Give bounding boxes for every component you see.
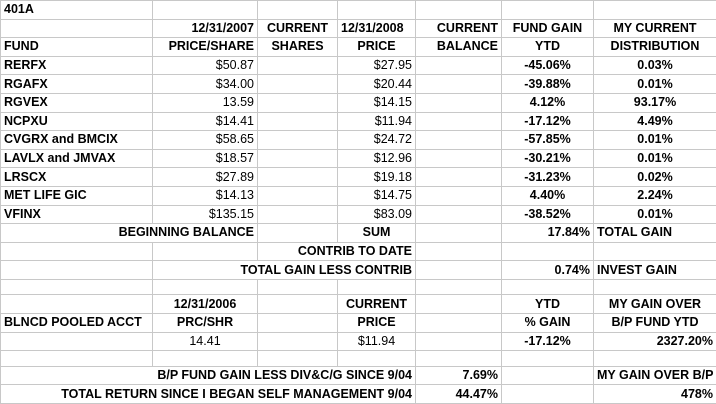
- sum-label[interactable]: SUM: [338, 224, 416, 243]
- fund-name[interactable]: VFINX: [1, 205, 153, 224]
- bp-fund-gain-label[interactable]: B/P FUND GAIN LESS DIV&C/G SINCE 9/04: [1, 366, 416, 385]
- fund-price-2007[interactable]: $14.13: [153, 186, 258, 205]
- fund-gain-ytd[interactable]: -38.52%: [502, 205, 594, 224]
- cell-empty[interactable]: [594, 279, 716, 295]
- fund-distribution[interactable]: 4.49%: [594, 112, 716, 131]
- fund-row: [1, 205, 716, 224]
- beginning-balance-label[interactable]: BEGINNING BALANCE: [1, 224, 258, 243]
- cell-empty[interactable]: [594, 351, 716, 367]
- sheet-title[interactable]: 401A: [1, 1, 153, 20]
- cell-empty[interactable]: [1, 332, 153, 351]
- cell-empty[interactable]: [502, 242, 594, 261]
- footer-row-bp: [1, 366, 716, 385]
- fund-shares[interactable]: [258, 186, 338, 205]
- header-price[interactable]: PRICE: [338, 38, 416, 57]
- fund-balance[interactable]: [416, 168, 502, 187]
- title-row: [1, 1, 716, 20]
- cell-empty[interactable]: [594, 1, 716, 20]
- fund-name[interactable]: LAVLX and JMVAX: [1, 149, 153, 168]
- fund-price-2007[interactable]: $34.00: [153, 75, 258, 94]
- cell-empty[interactable]: [1, 242, 153, 261]
- cell-empty[interactable]: [502, 366, 594, 385]
- pooled-data-row: [1, 332, 716, 351]
- cell-empty[interactable]: [416, 314, 502, 333]
- cell-empty[interactable]: [1, 279, 153, 295]
- fund-name[interactable]: LRSCX: [1, 168, 153, 187]
- cell-empty[interactable]: [153, 242, 258, 261]
- pooled-header-current[interactable]: CURRENT: [338, 295, 416, 314]
- pooled-header-pct-gain[interactable]: % GAIN: [502, 314, 594, 333]
- fund-distribution[interactable]: 0.02%: [594, 168, 716, 187]
- fund-distribution[interactable]: 0.03%: [594, 56, 716, 75]
- fund-gain-ytd[interactable]: 4.12%: [502, 93, 594, 112]
- fund-price-2007[interactable]: $135.15: [153, 205, 258, 224]
- fund-price-current[interactable]: $19.18: [338, 168, 416, 187]
- cell-empty[interactable]: [338, 1, 416, 20]
- my-gain-over-bp-label[interactable]: MY GAIN OVER B/P: [594, 366, 716, 385]
- footer-row-total-return: [1, 385, 716, 404]
- fund-gain-ytd[interactable]: -45.06%: [502, 56, 594, 75]
- total-return-value[interactable]: 44.47%: [416, 385, 502, 404]
- fund-name[interactable]: RERFX: [1, 56, 153, 75]
- header-balance[interactable]: BALANCE: [416, 38, 502, 57]
- cell-empty[interactable]: [416, 242, 502, 261]
- cell-empty[interactable]: [416, 224, 502, 243]
- fund-gain-ytd[interactable]: -30.21%: [502, 149, 594, 168]
- blank-row: [1, 351, 716, 367]
- fund-price-current[interactable]: $24.72: [338, 131, 416, 150]
- header-current-shares[interactable]: CURRENT: [258, 19, 338, 38]
- fund-price-2007[interactable]: $18.57: [153, 149, 258, 168]
- header-row-1: [1, 19, 716, 38]
- cell-empty[interactable]: [258, 351, 338, 367]
- pooled-price-current[interactable]: $11.94: [338, 332, 416, 351]
- header-price-share[interactable]: PRICE/SHARE: [153, 38, 258, 57]
- header-current-balance[interactable]: CURRENT: [416, 19, 502, 38]
- fund-price-current[interactable]: $14.15: [338, 93, 416, 112]
- fund-balance[interactable]: [416, 149, 502, 168]
- cell-empty[interactable]: [258, 295, 338, 314]
- fund-price-current[interactable]: $83.09: [338, 205, 416, 224]
- fund-balance[interactable]: [416, 56, 502, 75]
- cell-empty[interactable]: [258, 332, 338, 351]
- fund-distribution[interactable]: 2.24%: [594, 186, 716, 205]
- cell-empty[interactable]: [153, 351, 258, 367]
- fund-balance[interactable]: [416, 205, 502, 224]
- fund-row: [1, 131, 716, 150]
- fund-price-current[interactable]: $27.95: [338, 56, 416, 75]
- pooled-header-price[interactable]: PRICE: [338, 314, 416, 333]
- fund-name[interactable]: RGVEX: [1, 93, 153, 112]
- pooled-prc-2006[interactable]: 14.41: [153, 332, 258, 351]
- fund-distribution[interactable]: 0.01%: [594, 205, 716, 224]
- total-gain-less-contrib-label[interactable]: TOTAL GAIN LESS CONTRIB: [153, 261, 416, 280]
- pooled-pct-gain[interactable]: -17.12%: [502, 332, 594, 351]
- cell-empty[interactable]: [1, 261, 153, 280]
- fund-price-2007[interactable]: 13.59: [153, 93, 258, 112]
- fund-gain-ytd[interactable]: -57.85%: [502, 131, 594, 150]
- total-return-label[interactable]: TOTAL RETURN SINCE I BEGAN SELF MANAGEMENT 9/04: [1, 385, 416, 404]
- total-gain-label[interactable]: TOTAL GAIN: [594, 224, 716, 243]
- header-fund[interactable]: FUND: [1, 38, 153, 57]
- pooled-header-row-1: [1, 295, 716, 314]
- fund-shares[interactable]: [258, 56, 338, 75]
- header-ytd[interactable]: YTD: [502, 38, 594, 57]
- fund-shares[interactable]: [258, 168, 338, 187]
- fund-balance[interactable]: [416, 112, 502, 131]
- fund-price-2007[interactable]: $58.65: [153, 131, 258, 150]
- fund-gain-ytd[interactable]: -39.88%: [502, 75, 594, 94]
- cell-empty[interactable]: [416, 351, 502, 367]
- fund-shares[interactable]: [258, 131, 338, 150]
- fund-price-current[interactable]: $14.75: [338, 186, 416, 205]
- pooled-my-gain[interactable]: 2327.20%: [594, 332, 716, 351]
- fund-price-current[interactable]: $20.44: [338, 75, 416, 94]
- contrib-to-date-label[interactable]: CONTRIB TO DATE: [258, 242, 416, 261]
- fund-shares[interactable]: [258, 93, 338, 112]
- cell-empty[interactable]: [153, 279, 258, 295]
- summary-row-contrib: [1, 242, 716, 261]
- cell-empty[interactable]: [594, 242, 716, 261]
- header-shares[interactable]: SHARES: [258, 38, 338, 57]
- fund-row: [1, 75, 716, 94]
- pooled-account-name[interactable]: BLNCD POOLED ACCT: [1, 314, 153, 333]
- pooled-header-ytd[interactable]: YTD: [502, 295, 594, 314]
- fund-price-current[interactable]: $12.96: [338, 149, 416, 168]
- pooled-header-row-2: [1, 314, 716, 333]
- header-current-date[interactable]: 12/31/2008: [338, 19, 416, 38]
- header-my-current[interactable]: MY CURRENT: [594, 19, 716, 38]
- cell-empty[interactable]: [416, 295, 502, 314]
- fund-balance[interactable]: [416, 93, 502, 112]
- pooled-header-date[interactable]: 12/31/2006: [153, 295, 258, 314]
- invest-gain-value[interactable]: 0.74%: [502, 261, 594, 280]
- fund-distribution[interactable]: 93.17%: [594, 93, 716, 112]
- invest-gain-label[interactable]: INVEST GAIN: [594, 261, 716, 280]
- fund-name[interactable]: MET LIFE GIC: [1, 186, 153, 205]
- fund-row: [1, 149, 716, 168]
- cell-empty[interactable]: [153, 1, 258, 20]
- pooled-header-prc-shr[interactable]: PRC/SHR: [153, 314, 258, 333]
- fund-row: [1, 93, 716, 112]
- fund-price-2007[interactable]: $14.41: [153, 112, 258, 131]
- cell-empty[interactable]: [416, 279, 502, 295]
- fund-shares[interactable]: [258, 205, 338, 224]
- cell-empty[interactable]: [258, 1, 338, 20]
- cell-empty[interactable]: [258, 224, 338, 243]
- fund-shares[interactable]: [258, 112, 338, 131]
- cell-empty[interactable]: [416, 332, 502, 351]
- fund-row: [1, 168, 716, 187]
- bp-fund-gain-value[interactable]: 7.69%: [416, 366, 502, 385]
- cell-empty[interactable]: [1, 19, 153, 38]
- cell-empty[interactable]: [1, 351, 153, 367]
- fund-shares[interactable]: [258, 149, 338, 168]
- fund-price-2007[interactable]: $27.89: [153, 168, 258, 187]
- fund-shares[interactable]: [258, 75, 338, 94]
- blank-row: [1, 279, 716, 295]
- fund-name[interactable]: RGAFX: [1, 75, 153, 94]
- fund-distribution[interactable]: 0.01%: [594, 75, 716, 94]
- fund-balance[interactable]: [416, 131, 502, 150]
- cell-empty[interactable]: [502, 351, 594, 367]
- header-row-2: [1, 38, 716, 57]
- fund-row: [1, 112, 716, 131]
- cell-empty[interactable]: [338, 351, 416, 367]
- pooled-header-bp-fund[interactable]: B/P FUND YTD: [594, 314, 716, 333]
- fund-gain-ytd[interactable]: -17.12%: [502, 112, 594, 131]
- header-distribution[interactable]: DISTRIBUTION: [594, 38, 716, 57]
- total-gain-value[interactable]: 17.84%: [502, 224, 594, 243]
- fund-balance[interactable]: [416, 75, 502, 94]
- header-fund-gain[interactable]: FUND GAIN: [502, 19, 594, 38]
- pooled-header-my-gain[interactable]: MY GAIN OVER: [594, 295, 716, 314]
- cell-empty[interactable]: [416, 261, 502, 280]
- cell-empty[interactable]: [258, 314, 338, 333]
- fund-name[interactable]: NCPXU: [1, 112, 153, 131]
- fund-gain-ytd[interactable]: -31.23%: [502, 168, 594, 187]
- cell-empty[interactable]: [502, 385, 594, 404]
- fund-distribution[interactable]: 0.01%: [594, 131, 716, 150]
- cell-empty[interactable]: [258, 279, 338, 295]
- header-price-date[interactable]: 12/31/2007: [153, 19, 258, 38]
- cell-empty[interactable]: [502, 279, 594, 295]
- fund-balance[interactable]: [416, 186, 502, 205]
- cell-empty[interactable]: [338, 279, 416, 295]
- fund-price-current[interactable]: $11.94: [338, 112, 416, 131]
- fund-gain-ytd[interactable]: 4.40%: [502, 186, 594, 205]
- fund-price-2007[interactable]: $50.87: [153, 56, 258, 75]
- summary-row-beginning: [1, 224, 716, 243]
- my-gain-over-bp-value[interactable]: 478%: [594, 385, 716, 404]
- fund-row: [1, 56, 716, 75]
- cell-empty[interactable]: [416, 1, 502, 20]
- fund-name[interactable]: CVGRX and BMCIX: [1, 131, 153, 150]
- cell-empty[interactable]: [1, 295, 153, 314]
- summary-row-total-less-contrib: [1, 261, 716, 280]
- fund-distribution[interactable]: 0.01%: [594, 149, 716, 168]
- fund-row: [1, 186, 716, 205]
- cell-empty[interactable]: [502, 1, 594, 20]
